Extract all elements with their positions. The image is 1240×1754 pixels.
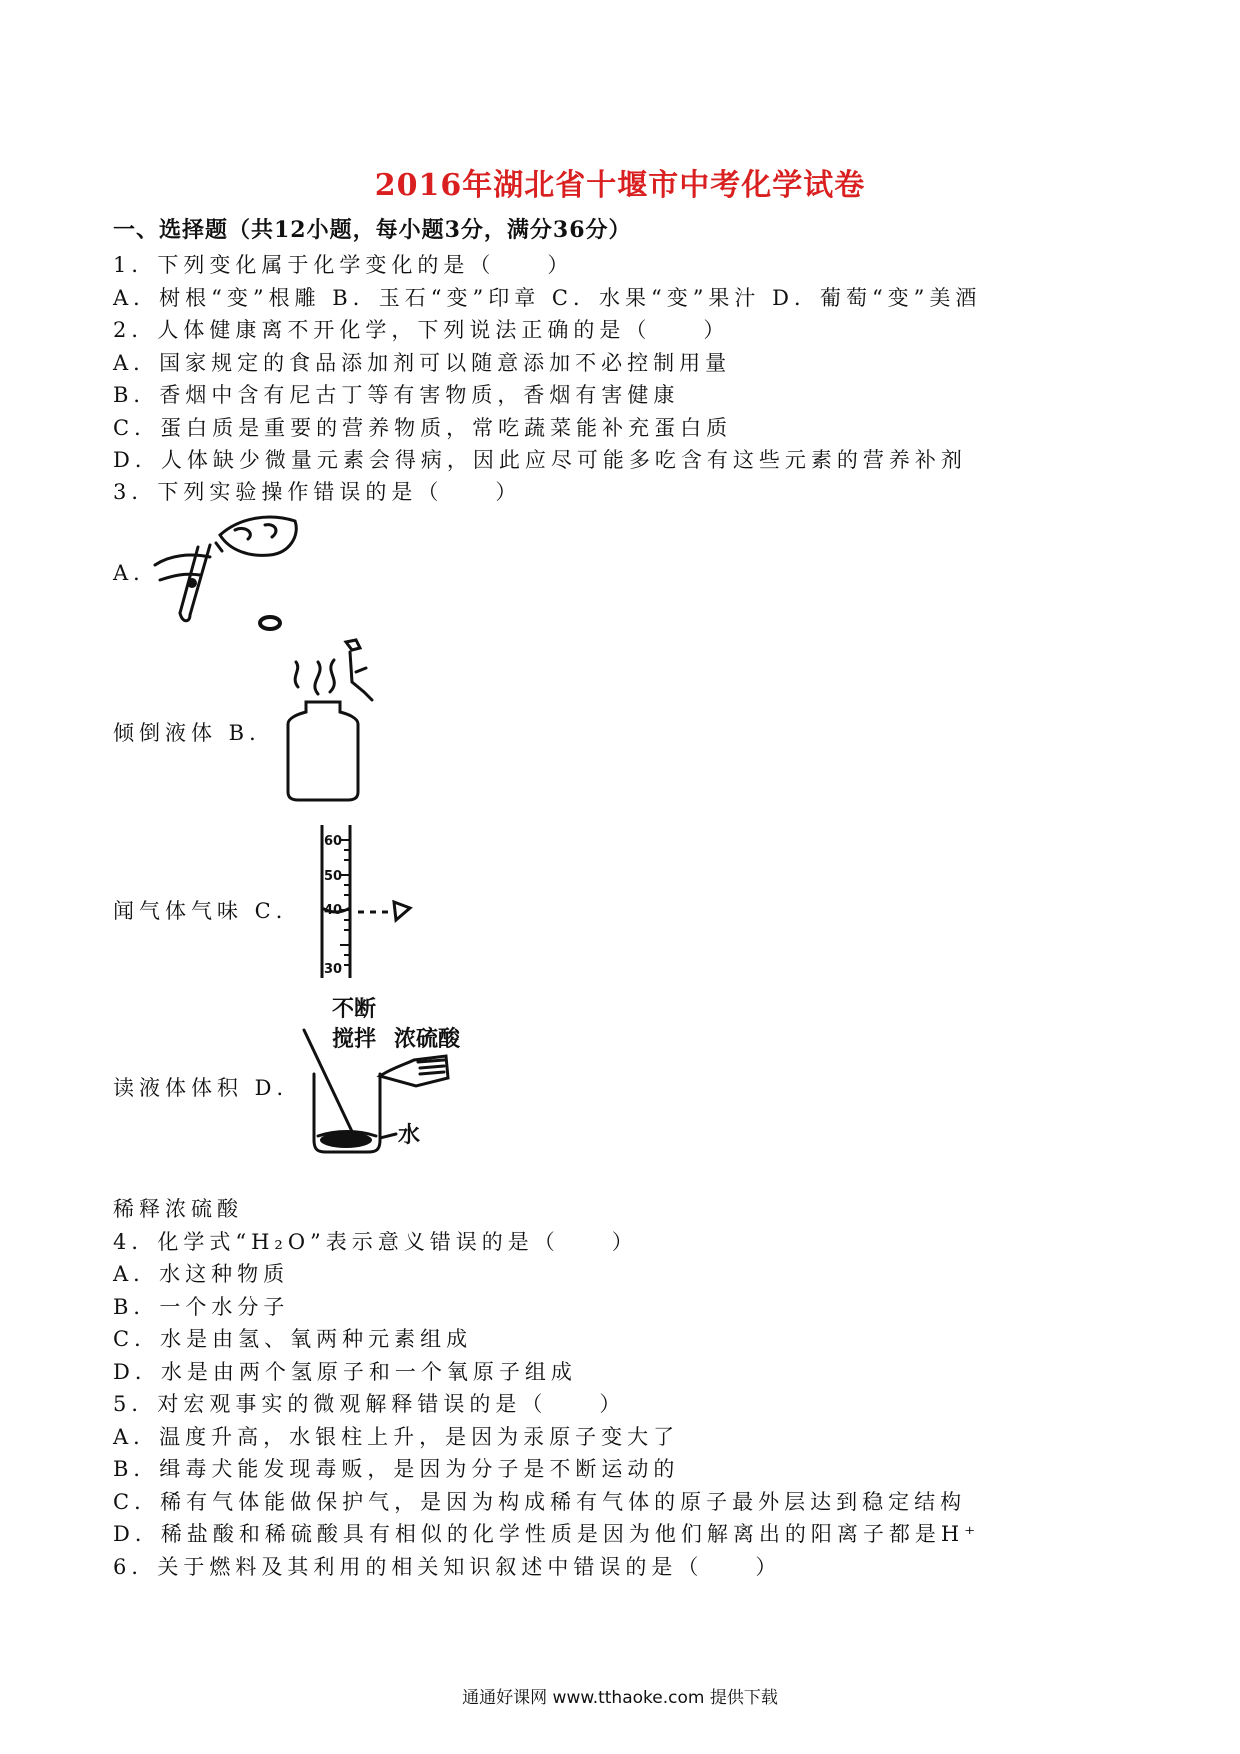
pouring-liquid-figure xyxy=(150,505,310,635)
diluting-acid-figure xyxy=(296,990,496,1160)
label-concentrated-sulfuric-acid: 浓硫酸 xyxy=(394,1027,461,1052)
page-title: 2016年湖北省十堰市中考化学试卷 xyxy=(374,168,866,203)
question-2-option-b: B．香烟中含有尼古丁等有害物质，香烟有害健康 xyxy=(113,383,680,407)
section-heading: 一、选择题（共12小题，每小题3分，满分36分） xyxy=(113,217,632,243)
smelling-gas-figure xyxy=(268,632,388,802)
question-5-option-a: A．温度升高，水银柱上升，是因为汞原子变大了 xyxy=(113,1425,680,1449)
cylinder-tick-60: 60 xyxy=(324,834,343,849)
cylinder-tick-40: 40 xyxy=(324,903,343,918)
question-5-option-d: D．稀盐酸和稀硫酸具有相似的化学性质是因为他们解离出的阳离子都是H⁺ xyxy=(113,1522,981,1546)
cylinder-tick-50: 50 xyxy=(324,869,343,884)
question-4-option-b: B．一个水分子 xyxy=(113,1295,290,1319)
question-5-option-b: B．缉毒犬能发现毒贩，是因为分子是不断运动的 xyxy=(113,1457,680,1481)
question-1-options: A．树根“变”根雕 B．玉石“变”印章 C．水果“变”果汁 D．葡萄“变”美酒 xyxy=(113,286,982,310)
question-3-option-b-caption-c-label: 闻气体气味 C． xyxy=(113,899,302,923)
label-stir: 搅拌 xyxy=(332,1027,377,1052)
question-3-option-d-caption: 稀释浓硫酸 xyxy=(113,1197,243,1221)
question-5: 5．对宏观事实的微观解释错误的是（ ） xyxy=(113,1392,626,1416)
question-2-option-d: D．人体缺少微量元素会得病，因此应尽可能多吃含有这些元素的营养补剂 xyxy=(113,448,967,472)
question-4-option-d: D．水是由两个氢原子和一个氧原子组成 xyxy=(113,1360,577,1384)
question-3-option-c-caption-d-label: 读液体体积 D． xyxy=(113,1076,303,1100)
question-3-option-a-caption-b-label: 倾倒液体 B． xyxy=(113,721,276,745)
question-1: 1．下列变化属于化学变化的是（ ） xyxy=(113,253,574,277)
page-footer: 通通好课网 www.tthaoke.com 提供下载 xyxy=(462,1688,778,1708)
question-4-option-a: A．水这种物质 xyxy=(113,1262,290,1286)
question-5-option-c: C．稀有气体能做保护气，是因为构成稀有气体的原子最外层达到稳定结构 xyxy=(113,1490,967,1514)
cylinder-tick-30: 30 xyxy=(324,962,343,977)
label-water: 水 xyxy=(398,1123,421,1148)
graduated-cylinder-figure xyxy=(310,820,420,980)
question-2-option-c: C．蛋白质是重要的营养物质，常吃蔬菜能补充蛋白质 xyxy=(113,416,733,440)
label-continuous: 不断 xyxy=(332,997,377,1022)
question-4-option-c: C．水是由氢、氧两种元素组成 xyxy=(113,1327,473,1351)
question-4: 4．化学式“H₂O”表示意义错误的是（ ） xyxy=(113,1230,638,1254)
question-3: 3．下列实验操作错误的是（ ） xyxy=(113,480,522,504)
question-3-option-a-label: A． xyxy=(113,561,160,585)
question-2-option-a: A．国家规定的食品添加剂可以随意添加不必控制用量 xyxy=(113,351,732,375)
question-2: 2．人体健康离不开化学，下列说法正确的是（ ） xyxy=(113,318,730,342)
question-6: 6．关于燃料及其利用的相关知识叙述中错误的是（ ） xyxy=(113,1555,782,1579)
